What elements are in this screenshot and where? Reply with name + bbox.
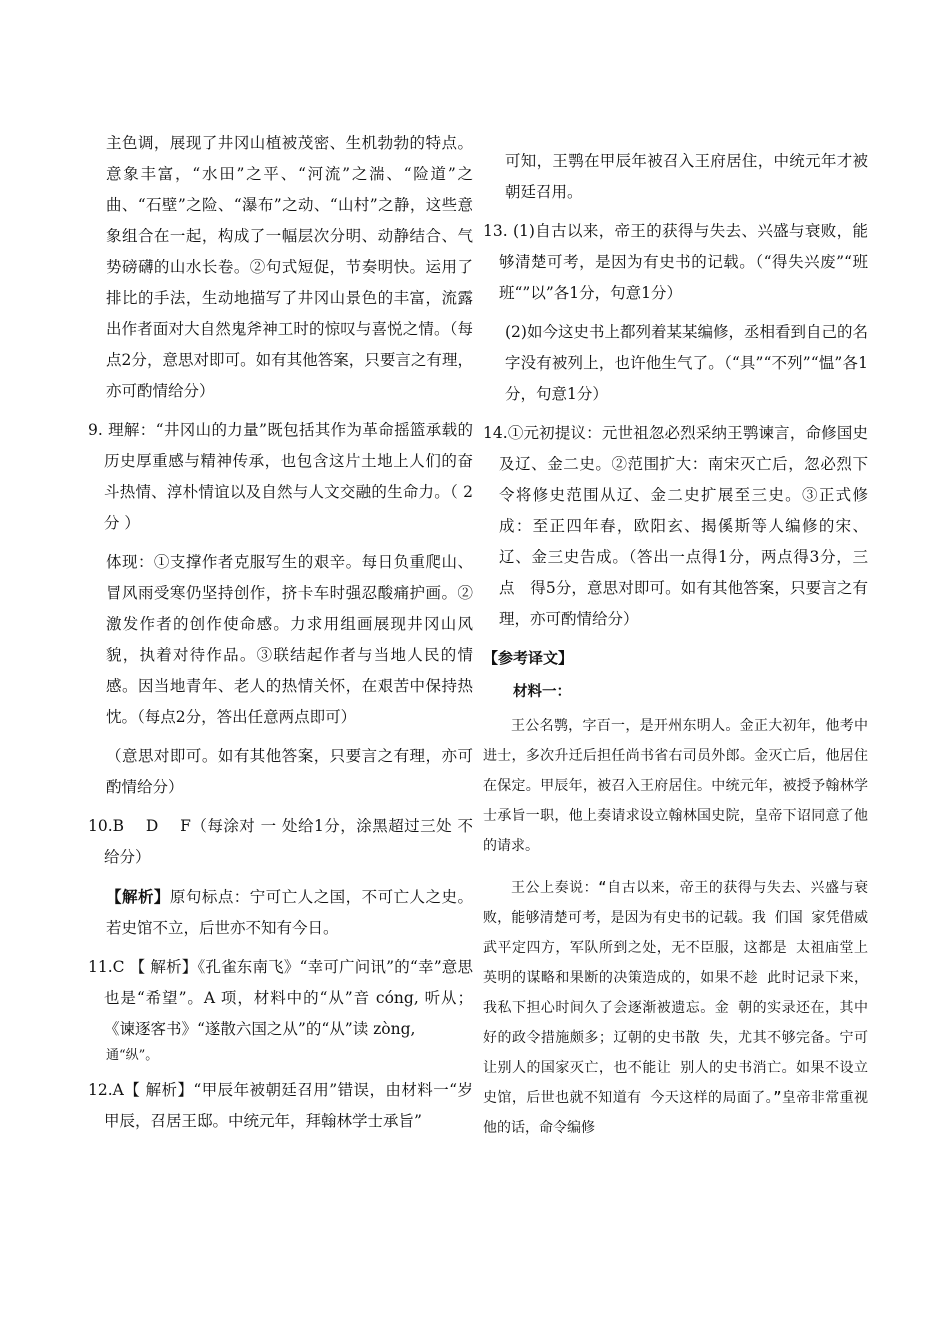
answer-10-analysis	[88, 881, 473, 944]
answer-9-embodiment: 体现：①支撑作者克服写生的艰辛。每日负重爬山、冒风雨受寒仍坚持创作，挤卡车时强忍酸痛护画。②激发作者的创作使命感。力求用组画展现井冈山风貌，执着对待作品。③联结起作者与当地人民的情感。因当地青年、老人的热情关怀，在艰苦中保持热忱。（每点2分，答出任意两点即可）	[106, 553, 473, 726]
left-column	[88, 128, 473, 1145]
answer-11-note: 通“纵”。	[106, 1048, 159, 1063]
answer-9-note: （意思对即可。如有其他答案，只要言之有理，亦可酌情给分）	[106, 747, 473, 796]
answer-13-1: 13. (1)自古以来，帝王的获得与失去、兴盛与衰败，能够清楚可考，是因为有史书的记载。（“得失兴废”“班班“”以”各1分，句意1分）	[483, 222, 868, 302]
translation-paragraph-1: 王公名鹗，字百一，是开州东明人。金正大初年，他考中进士，多次升迁后担任尚书省右司员外郎。金灭亡后，他居住在保定。甲辰年，被召入王府居住。中统元年，被授予翰林学士承旨一职，他上奏请求设立翰林国史院，皇帝下诏同意了他的请求。	[483, 718, 868, 854]
answer-12: 12.A【 解析】“甲辰年被朝廷召用”错误，由材料一“岁甲辰，召居王邸。中统元年，拜翰林学士承旨”	[88, 1081, 473, 1130]
answer-14: 14.①元初提议：元世祖忽必烈采纳王鹗谏言，命修国史及辽、金二史。②范围扩大：南宋灭亡后，忽必烈下令将修史范围从辽、金二史扩展至三史。③正式修成：至正四年春，欧阳玄、揭傒斯等人编修的宋、辽、金三史告成。（答出一点得1分，两点得3分，三 点 得5分，意思对即可。如有其他答案，只要言之有 理，亦可酌情给分）	[483, 424, 884, 628]
analysis-text: 原句标点：宁可亡人之国，不可亡人之史。若史馆不立，后世亦不知有今日。	[106, 888, 473, 937]
answer-10: 10.B D F（每涂对 一 处给1分，涂黑超过三处 不 给分）	[88, 817, 473, 866]
answer-13-2: (2)如今这史书上都列着某某编修，丞相看到自己的名字没有被列上，也许他生气了。（“具”“不列”“愠”各1分，句意1分）	[505, 323, 868, 403]
answer-12-continued: 可知，王鹗在甲辰年被召入王府居住，中统元年才被朝廷召用。	[505, 152, 868, 201]
translation-heading: 【参考译文】	[483, 649, 574, 667]
right-column	[483, 146, 884, 1155]
translation-paragraph-2: 王公上奏说：“自古以来，帝王的获得与失去、兴盛与衰败，能够清楚可考，是因为有史书的记载。我 们国 家凭借威武平定四方，军队所到之处，无不臣服，这都是 太祖庙堂上英明的谋略和果断的决策造成的，如果不趁 此时记录下来，我私下担心时间久了会逐渐被遗忘。金 朝的实录还在，其中好的政令措施颇多；辽朝的史书散 失，尤其不够完备。宁可让别人的国家灭亡，也不能让 别人的史书消亡。如果不设立史馆，后世也就不知道有 今天这样的局面了。”皇帝非常重视他的话，命令编修	[483, 880, 868, 1136]
analysis-tag: 【解析】	[106, 887, 170, 906]
answer-8-continued: 主色调，展现了井冈山植被茂密、生机勃勃的特点。意象丰富，“水田”之平、“河流”之湍、“险道”之曲、“石壁”之险、“瀑布”之动、“山村”之静，这些意象组合在一起，构成了一幅层次分明、动静结合、气势磅礴的山水长卷。②句式短促，节奏明快。运用了排比的手法，生动地描写了井冈山景色的丰富，流露出作者面对大自然鬼斧神工时的惊叹与喜悦之情。（每点2分，意思对即可。如有其他答案，只要言之有理，亦可酌情给分）	[106, 134, 473, 400]
answer-9-understanding: 9. 理解：“井冈山的力量”既包括其作为革命摇篮承载的历史厚重感与精神传承，也包含这片土地上人们的奋斗热情、淳朴情谊以及自然与人文交融的生命力。（ 2 分 ）	[88, 421, 473, 532]
answer-11: 11.C 【 解析】《孔雀东南飞》“幸可广问讯”的“幸”意思也是“希望”。A 项，材料中的“从”音 cóng, 听从；《谏逐客书》“遂散六国之从”的“从”读 zòng,	[88, 958, 473, 1038]
material-1-heading: 材料一：	[513, 684, 571, 700]
